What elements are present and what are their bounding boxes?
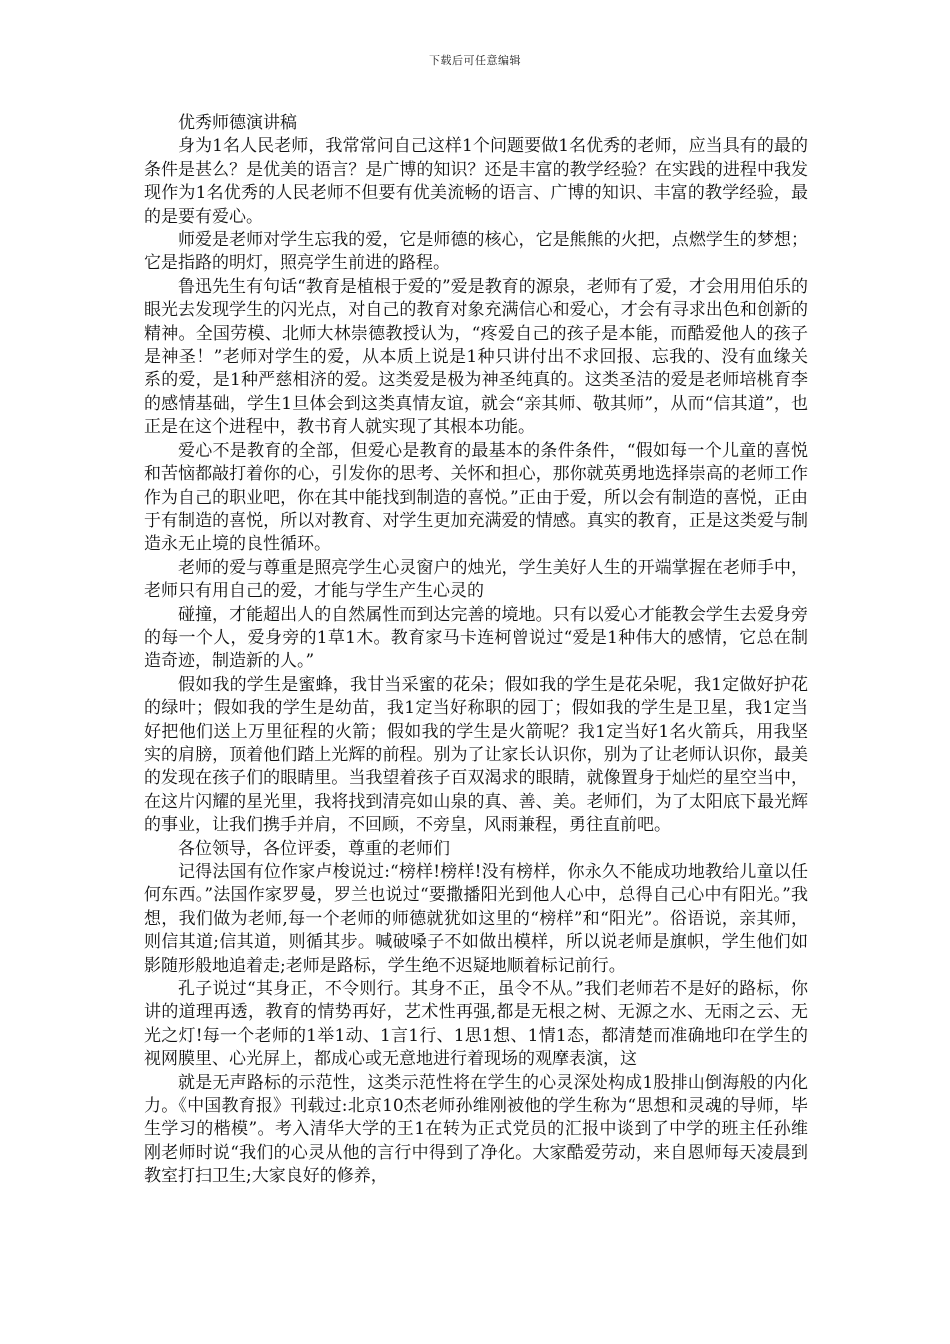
paragraph: 鲁迅先生有句话“教育是植根于爱的”爱是教育的源泉，老师有了爱，才会用用伯乐的眼光去发现学生的闪光点，对自己的教育对象充满信心和爱心，才会有寻求出色和创新的精神。全国劳模、北师大林崇德教授认为，“疼爱自己的孩子是本能，而酷爱他人的孩子是神圣！”老师对学生的爱，从本质上说是1种只讲付出不求回报、忘我的、没有血缘关系的爱，是1种严慈相济的爱。这类爱是极为神圣纯真的。这类圣洁的爱是老师培桃育李的感情基础，学生1旦体会到这类真情友谊，就会“亲其师、敬其师”，从而“信其道”，也正是在这个进程中，教书育人就实现了其根本功能。 — [144, 276, 808, 438]
paragraph: 各位领导，各位评委，尊重的老师们 — [178, 838, 450, 859]
paragraph: 身为1名人民老师，我常常问自己这样1个问题要做1名优秀的老师，应当具有的最的条件是甚么？是优美的语言？是广博的知识？还是丰富的教学经验？在实践的进程中我发现作为1名优秀的人民老师不但要有优美流畅的语言、广博的知识、丰富的教学经验，最的是要有爱心。 — [144, 136, 808, 227]
paragraph: 记得法国有位作家卢梭说过:“榜样!榜样!没有榜样，你永久不能成功地教给儿童以任何东西。”法国作家罗曼，罗兰也说过“要撒播阳光到他人心中，总得自己心中有阳光。”我想，我们做为老师,每一个老师的师德就犹如这里的“榜样”和“阳光”。俗语说，亲其师，则信其道;信其道，则循其步。喊破嗓子不如做出模样，所以说老师是旗帜，学生他们如影随形般地追着走;老师是路标，学生绝不迟疑地顺着标记前行。 — [144, 862, 808, 976]
paragraph: 爱心不是教育的全部，但爱心是教育的最基本的条件条件，“假如每一个儿童的喜悦和苦恼都敲打着你的心，引发你的思考、关怀和担心，那你就英勇地选择崇高的老师工作作为自己的职业吧，你在其中能找到制造的喜悦。”正由于爱，所以会有制造的喜悦，正由于有制造的喜悦，所以对教育、对学生更加充满爱的情感。真实的教育，正是这类爱与制造永无止境的良性循环。 — [144, 440, 808, 555]
document-body — [144, 112, 808, 1189]
paragraph: 假如我的学生是蜜蜂，我甘当采蜜的花朵；假如我的学生是花朵呢，我1定做好护花的绿叶；假如我的学生是幼苗，我1定当好称职的园丁；假如我的学生是卫星，我1定当好把他们送上万里征程的火箭；假如我的学生是火箭呢？我1定当好1名火箭兵，用我坚实的肩膀，顶着他们踏上光辉的前程。别为了让家长认识你，别为了让老师认识你，最美的发现在孩子们的眼睛里。当我望着孩子百双渴求的眼睛，就像置身于灿烂的星空当中，在这片闪耀的星光里，我将找到清亮如山泉的真、善、美。老师们，为了太阳底下最光辉的事业，让我们携手并肩，不回顾，不旁皇，风雨兼程，勇往直前吧。 — [144, 674, 808, 836]
paragraph: 师爱是老师对学生忘我的爱，它是师德的核心，它是熊熊的火把，点燃学生的梦想；它是指路的明灯，照亮学生前进的路程。 — [144, 230, 808, 274]
document-title: 优秀师德演讲稿 — [178, 113, 297, 133]
header-note: 下载后可任意编辑 — [429, 54, 521, 67]
paragraph: 就是无声路标的示范性，这类示范性将在学生的心灵深处构成1股排山倒海般的内化力。《中国教育报》刊载过:北京10杰老师孙维刚被他的学生称为“思想和灵魂的导师，毕生学习的楷模”。考入清华大学的王1在转为正式党员的汇报中谈到了中学的班主任孙维刚老师时说“我们的心灵从他的言行中得到了净化。大家酷爱劳动，来自恩师每天凌晨到教室打扫卫生;大家良好的修养， — [144, 1072, 808, 1187]
paragraph: 碰撞，才能超出人的自然属性而到达完善的境地。只有以爱心才能教会学生去爱身旁的每一个人，爱身旁的1草1木。教育家马卡连柯曾说过“爱是1种伟大的感情，它总在制造奇迹，制造新的人。” — [144, 604, 808, 672]
paragraph: 老师的爱与尊重是照亮学生心灵窗户的烛光，学生美好人生的开端掌握在老师手中，老师只有用自己的爱，才能与学生产生心灵的 — [144, 557, 808, 602]
paragraph: 孔子说过“其身正，不令则行。其身不正，虽令不从。”我们老师若不是好的路标，你讲的道理再透，教育的情势再好，艺术性再强,都是无根之树、无源之水、无雨之云、无光之灯!每一个老师的1举1动、1言1行、1思1想、1情1态，都清楚而准确地印在学生的视网膜里、心光屏上，都成心或无意地进行着现场的观摩表演，这 — [144, 979, 808, 1070]
